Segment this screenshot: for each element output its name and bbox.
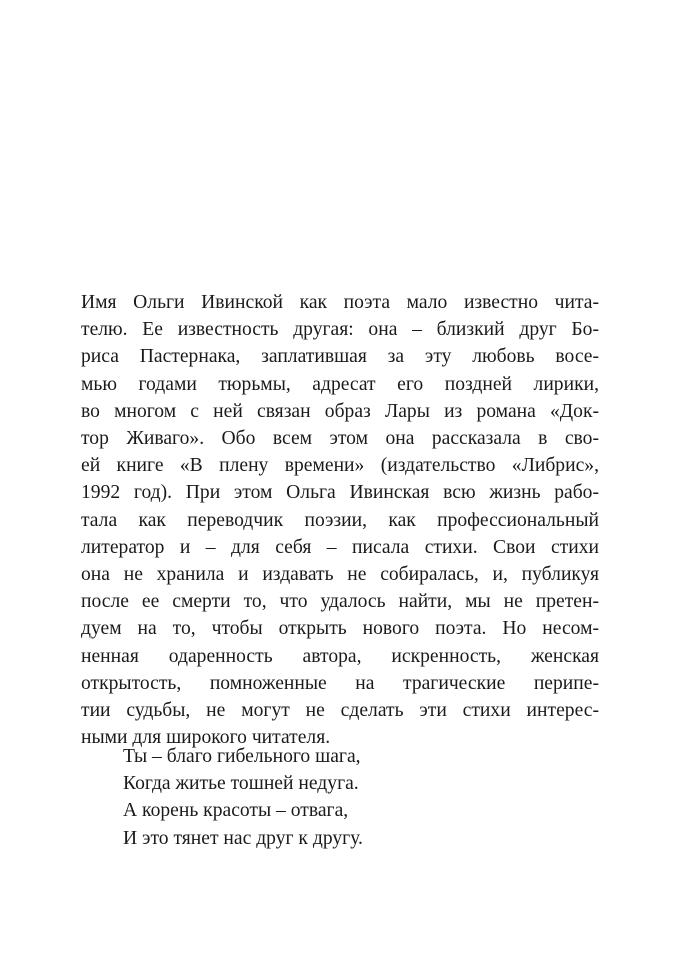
paragraph-line: она не хранила и издавать не собиралась, и, публикуя: [81, 564, 599, 586]
paragraph-line: литератор и – для себя – писала стихи. Свои стихи: [81, 536, 599, 558]
paragraph-line: риса Пастернака, заплатившая за эту любовь восе-: [81, 346, 599, 368]
poem-line: А корень красоты – отвага,: [123, 800, 349, 822]
paragraph-line: дуем на то, чтобы открыть нового поэта. Но несом-: [81, 618, 599, 640]
paragraph-line: открытость, помноженные на трагические перипе-: [81, 672, 599, 694]
poem-line: Ты – благо гибельного шага,: [123, 746, 361, 767]
paragraph-line: Имя Ольги Ивинской как поэта мало известно чита-: [81, 292, 599, 313]
paragraph-line: ненная одаренность автора, искренность, женская: [81, 645, 599, 667]
paragraph-line: тии судьбы, не могут не сделать эти стихи интерес-: [81, 700, 599, 722]
paragraph-line: ными для широкого читателя.: [81, 727, 331, 749]
paragraph-line: тала как переводчик поэзии, как профессиональный: [81, 509, 599, 531]
paragraph-line: во многом с ней связан образ Лары из романа «Док-: [81, 400, 599, 422]
paragraph-line: мью годами тюрьмы, адресат его поздней лирики,: [81, 373, 599, 395]
paragraph-line: телю. Ее известность другая: она – близкий друг Бо-: [81, 319, 599, 341]
intro-paragraph: [81, 289, 599, 751]
paragraph-line: ей книге «В плену времени» (издательство «Либрис»,: [81, 455, 599, 477]
paragraph-line: тор Живаго». Обо всем этом она рассказала в сво-: [81, 428, 599, 450]
paragraph-line: 1992 год). При этом Ольга Ивинская всю жизнь рабо-: [81, 482, 599, 504]
poem-line: Когда житье тошней недуга.: [123, 773, 359, 795]
poem-stanza: [123, 743, 363, 852]
paragraph-line: после ее смерти то, что удалось найти, мы не претен-: [81, 591, 599, 613]
poem-line: И это тянет нас друг к другу.: [123, 827, 363, 849]
